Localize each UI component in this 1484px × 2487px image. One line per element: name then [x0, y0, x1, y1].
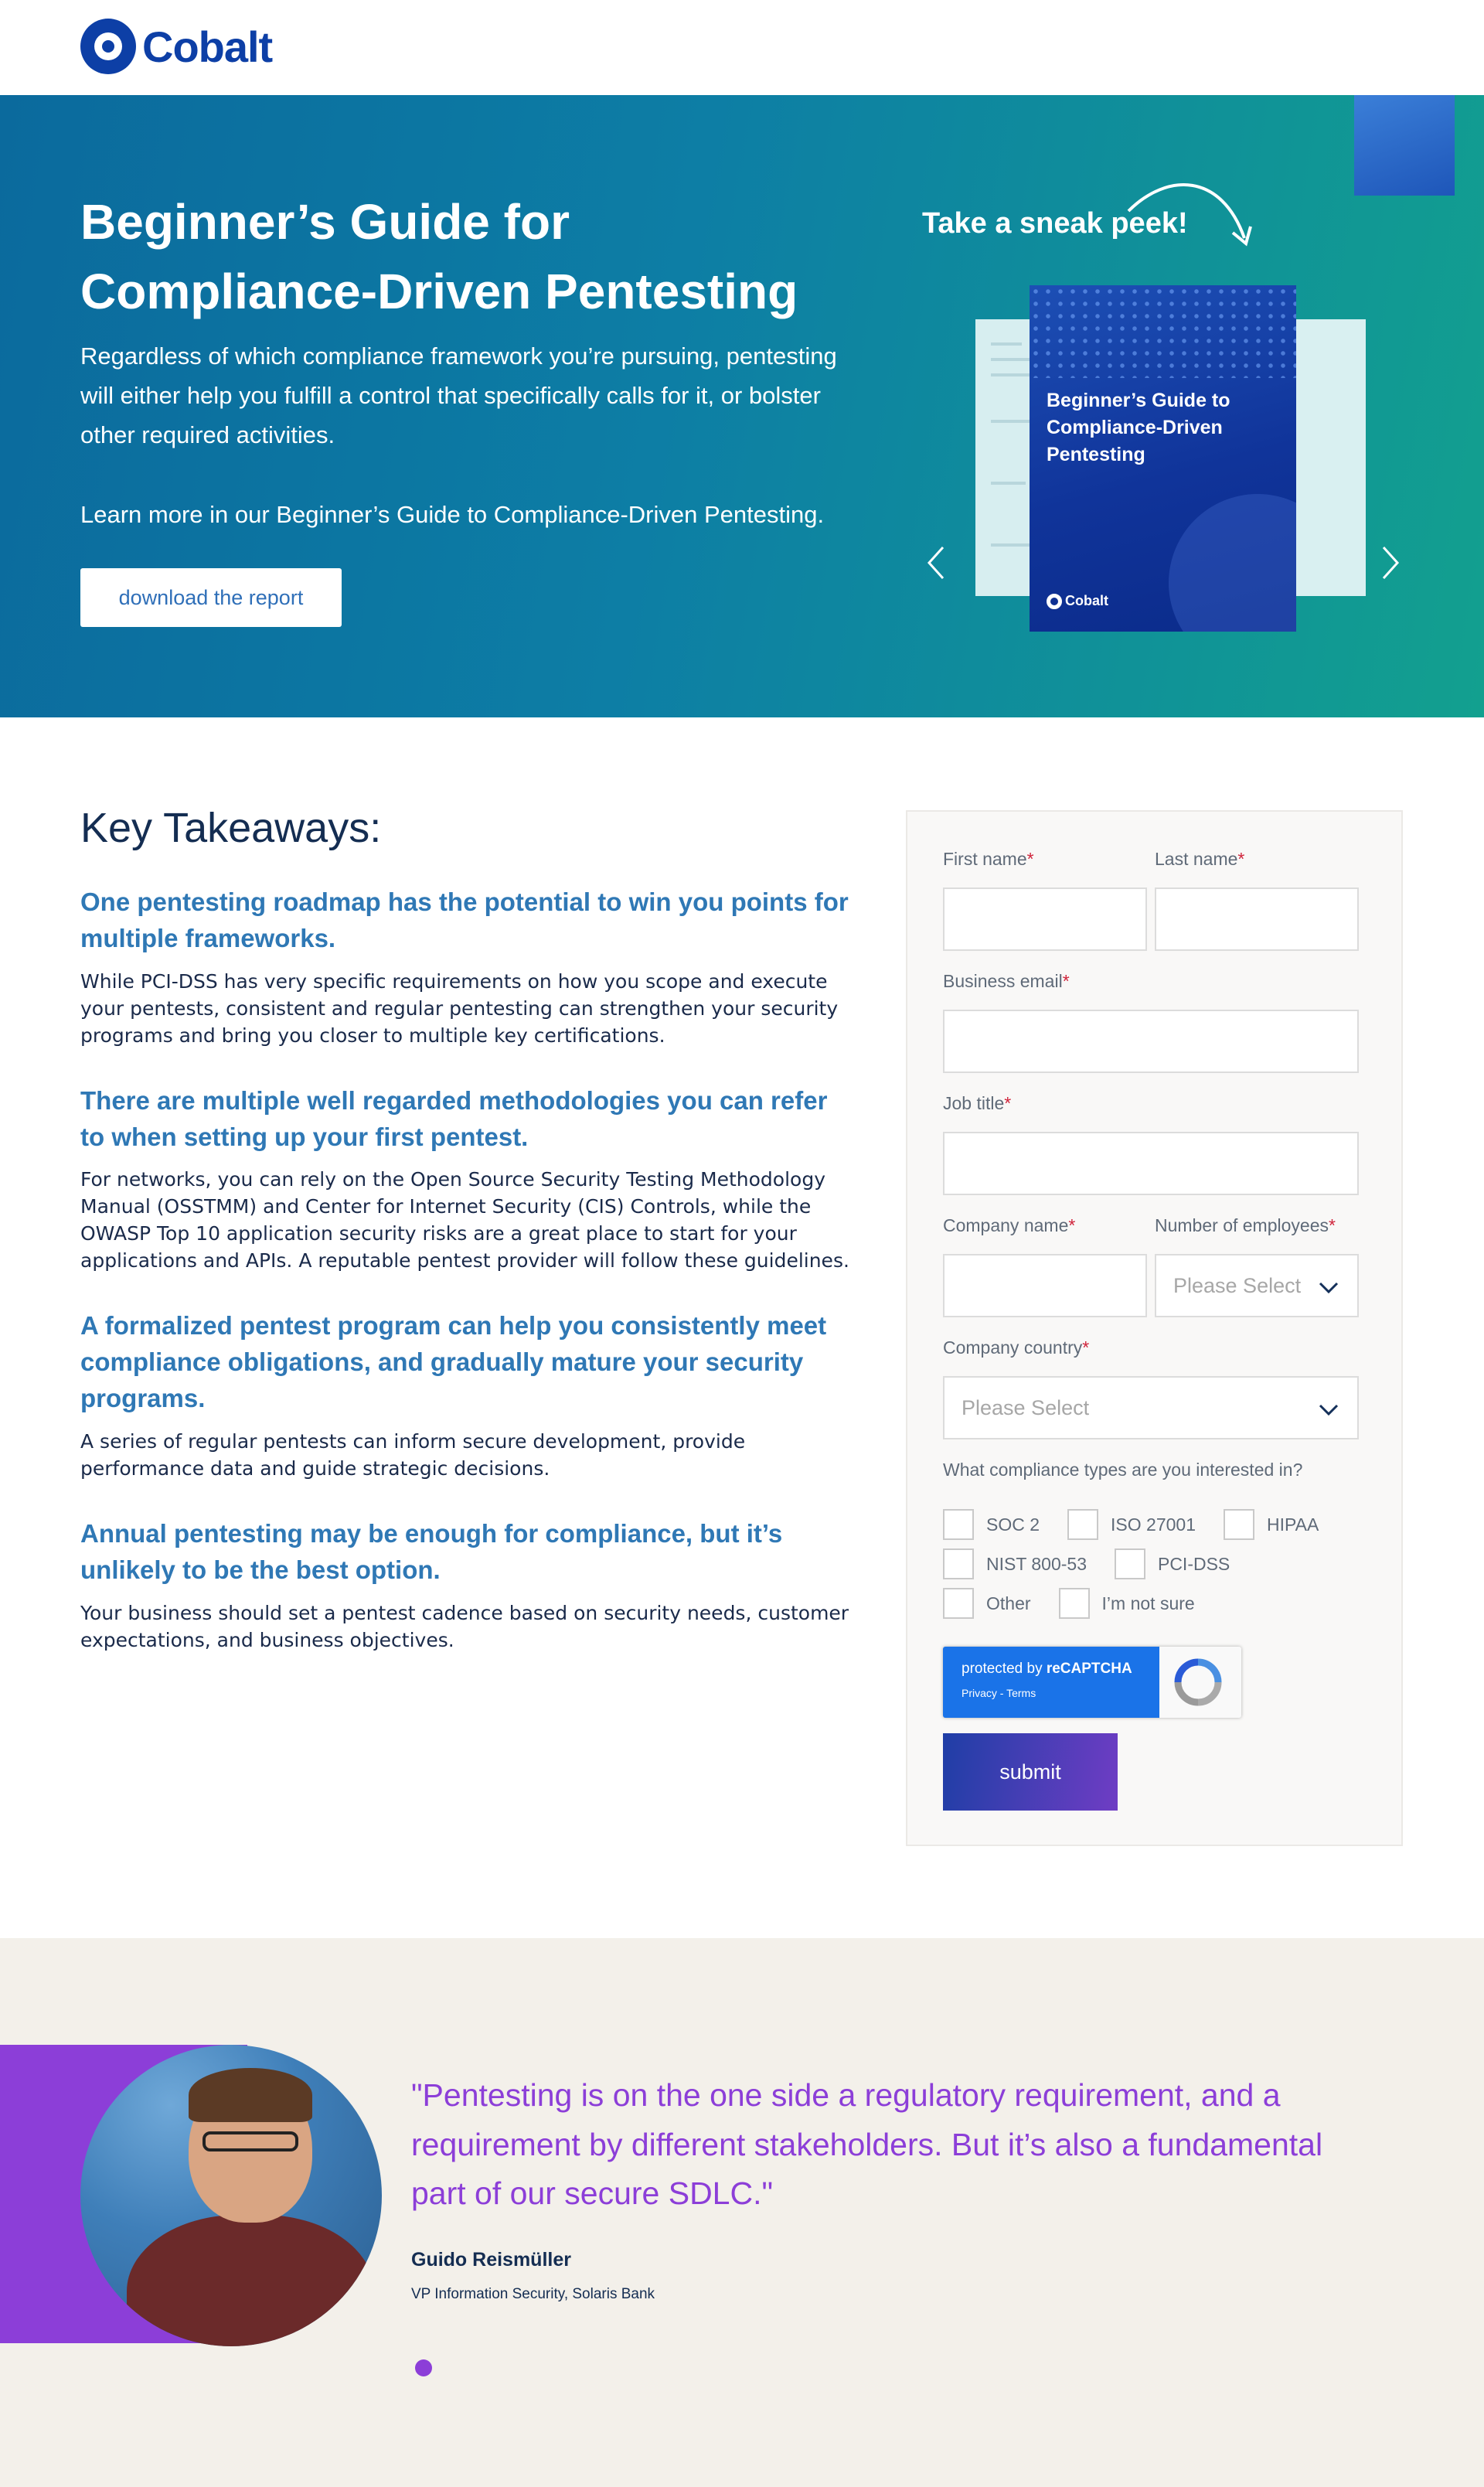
checkbox-iso27001-label: ISO 27001	[1111, 1514, 1196, 1535]
recaptcha-text-panel	[943, 1647, 1159, 1718]
company-country-label: Company country*	[943, 1337, 1090, 1358]
company-country-select[interactable]	[943, 1376, 1359, 1439]
company-country-select-value: Please Select	[962, 1395, 1090, 1419]
cobalt-logo-icon	[80, 19, 136, 74]
takeaway-body: While PCI-DSS has very specific requirements on how you scope and execute your pentests, consistent and regular pentesting can strengthen your security programs and bring you closer to multiple key certifications.	[80, 969, 839, 1047]
hero-description-text: Regardless of which compliance framework you’re pursuing, pentesting will either help you fulfill a control that specifically calls for it, or bolster other required activities.	[80, 342, 837, 449]
first-name-input[interactable]	[943, 887, 1147, 951]
compliance-options-row-3	[943, 1588, 1223, 1619]
site-header	[0, 0, 1484, 95]
chevron-left-icon	[920, 540, 951, 586]
testimonial-role: VP Information Security, Solaris Bank	[411, 2286, 655, 2302]
logo-text: Cobalt	[142, 22, 273, 71]
checkbox-nist-label: NIST 800-53	[986, 1553, 1087, 1574]
checkbox-pcidss-label: PCI-DSS	[1157, 1553, 1230, 1574]
checkbox-soc2-label: SOC 2	[986, 1514, 1040, 1535]
business-email-label: Business email*	[943, 971, 1070, 991]
checkbox-soc2[interactable]	[943, 1509, 974, 1540]
download-report-button[interactable]: download the report	[80, 568, 342, 627]
takeaway-title: One pentesting roadmap has the potential to win you points for multiple frameworks.	[80, 887, 849, 952]
avatar-glasses	[203, 2131, 298, 2151]
avatar-hair	[189, 2068, 312, 2122]
download-form	[906, 810, 1403, 1846]
testimonial-section	[0, 1938, 1484, 2487]
takeaway-item	[80, 1516, 853, 1654]
takeaway-body: For networks, you can rely on the Open Source Security Testing Methodology Manual (OSSTMM) and Center for Internet Security (CIS) Controls, while the OWASP Top 10 application security risks are a great place to start for your applications and APIs. A reputable pentest provider will follow these guidelines.	[80, 1168, 849, 1272]
first-name-label: First name*	[943, 849, 1034, 869]
checkbox-not-sure-label: I’m not sure	[1101, 1593, 1195, 1613]
cover-circle-decoration	[1169, 494, 1296, 632]
recaptcha-links[interactable]: Privacy - Terms	[962, 1687, 1036, 1699]
recaptcha-protected-text: protected by reCAPTCHA	[962, 1661, 1132, 1677]
key-takeaways	[80, 804, 853, 1688]
compliance-types-label: What compliance types are you interested in?	[943, 1460, 1303, 1480]
takeaway-item	[80, 1308, 853, 1482]
company-name-label: Company name*	[943, 1215, 1076, 1235]
takeaway-title: Annual pentesting may be enough for compliance, but it’s unlikely to be the best option.	[80, 1519, 783, 1584]
carousel-prev-button[interactable]	[920, 540, 951, 586]
checkbox-hipaa[interactable]	[1224, 1509, 1254, 1540]
takeaway-title: There are multiple well regarded methodologies you can refer to when setting up your first pentest.	[80, 1085, 828, 1151]
carousel-next-button[interactable]	[1376, 540, 1407, 586]
employees-select-value: Please Select	[1173, 1273, 1302, 1297]
checkbox-iso27001[interactable]	[1067, 1509, 1098, 1540]
checkbox-nist[interactable]	[943, 1548, 974, 1579]
sneak-peek-label: Take a sneak peek!	[922, 207, 1188, 240]
compliance-options-row-1	[943, 1509, 1346, 1540]
report-cover-title: Beginner’s Guide to Compliance-Driven Pentesting	[1047, 390, 1230, 465]
checkbox-other[interactable]	[943, 1588, 974, 1619]
curved-arrow-icon	[1121, 172, 1260, 257]
testimonial-name: Guido Reismüller	[411, 2249, 571, 2271]
testimonial-avatar	[80, 2045, 382, 2346]
hero-corner-decoration	[1354, 95, 1455, 196]
report-cover[interactable]	[1030, 285, 1296, 632]
takeaway-title: A formalized pentest program can help you consistently meet compliance obligations, and gradually mature your security programs.	[80, 1311, 827, 1413]
carousel-slide-preview-right	[1296, 319, 1366, 596]
job-title-input[interactable]	[943, 1132, 1359, 1195]
takeaway-item	[80, 1083, 853, 1275]
chevron-down-icon	[1317, 1276, 1340, 1299]
submit-button[interactable]: submit	[943, 1733, 1118, 1811]
hero-title: Beginner’s Guide for Compliance-Driven Pentesting	[80, 194, 798, 319]
checkbox-not-sure[interactable]	[1059, 1588, 1090, 1619]
takeaway-body: A series of regular pentests can inform secure development, provide performance data and guide strategic decisions.	[80, 1430, 746, 1480]
takeaway-item	[80, 884, 853, 1049]
hero-banner	[0, 95, 1484, 717]
takeaway-body: Your business should set a pentest cadence based on security needs, customer expectations, and business objectives.	[80, 1601, 849, 1651]
compliance-options-row-2	[943, 1548, 1258, 1579]
job-title-label: Job title*	[943, 1093, 1012, 1113]
cover-dot-pattern	[1030, 285, 1296, 378]
company-name-input[interactable]	[943, 1254, 1147, 1317]
hero-description	[80, 336, 853, 535]
cobalt-logo[interactable]	[80, 19, 272, 74]
avatar-body	[127, 2215, 374, 2346]
chevron-down-icon	[1317, 1398, 1340, 1421]
last-name-label: Last name*	[1155, 849, 1245, 869]
employees-select[interactable]	[1155, 1254, 1359, 1317]
testimonial-quote: "Pentesting is on the one side a regulatory requirement, and a requirement by different stakeholders. But it’s also a fundamental part of our secure SDLC."	[411, 2077, 1323, 2212]
last-name-input[interactable]	[1155, 887, 1359, 951]
chevron-right-icon	[1376, 540, 1407, 586]
recaptcha-badge[interactable]	[943, 1647, 1241, 1718]
report-cover-logo	[1047, 593, 1108, 609]
cobalt-small-logo-icon	[1047, 594, 1062, 609]
business-email-input[interactable]	[943, 1010, 1359, 1073]
checkbox-hipaa-label: HIPAA	[1267, 1514, 1319, 1535]
hero-learn-more: Learn more in our Beginner’s Guide to Compliance-Driven Pentesting.	[80, 501, 825, 529]
key-takeaways-heading: Key Takeaways:	[80, 805, 382, 851]
testimonial-carousel-dot[interactable]	[415, 2359, 432, 2376]
report-cover-logo-text: Cobalt	[1065, 593, 1108, 608]
checkbox-pcidss[interactable]	[1115, 1548, 1145, 1579]
recaptcha-icon	[1172, 1656, 1224, 1709]
checkbox-other-label: Other	[986, 1593, 1031, 1613]
employees-label: Number of employees*	[1155, 1215, 1336, 1235]
